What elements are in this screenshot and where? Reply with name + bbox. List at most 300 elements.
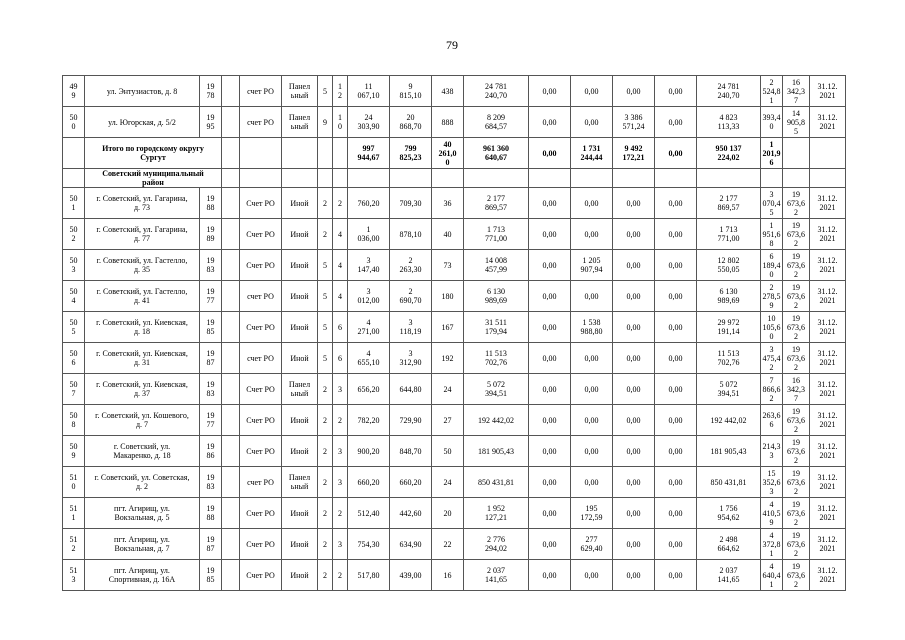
- cost-local-cell: 0,00: [613, 312, 655, 343]
- cost-local-cell: 0,00: [613, 250, 655, 281]
- planned-date-cell: 31.12. 2021: [810, 529, 846, 560]
- floors-cell: 2: [318, 498, 333, 529]
- max-cost-cell: 19 673,6 2: [783, 343, 810, 374]
- max-cost-cell: 19 673,6 2: [783, 436, 810, 467]
- planned-date-cell: 31.12. 2021: [810, 343, 846, 374]
- residents-cell: 27: [432, 405, 464, 436]
- cost-total-cell: 24 781 240,70: [464, 76, 529, 107]
- empty-cell-cell: [222, 312, 240, 343]
- table-row: [63, 467, 846, 498]
- max-cost-cell: 19 673,6 2: [783, 560, 810, 591]
- planned-date-cell: 31.12. 2021: [810, 250, 846, 281]
- cost-regional-cell: 277 629,40: [571, 529, 613, 560]
- area-total-cell: 512,40: [348, 498, 390, 529]
- specific-cost-cell: 214,3 3: [761, 436, 783, 467]
- cost-federal-cell: 0,00: [529, 281, 571, 312]
- fund-method-cell: Счет РО: [240, 219, 282, 250]
- area-total-cell: 4 655,10: [348, 343, 390, 374]
- cost-owners-cell: 0,00: [655, 188, 697, 219]
- cost-fund-cell: 2 177 869,57: [697, 188, 761, 219]
- row-number-cell: 50 6: [63, 343, 85, 374]
- build-year-cell: 19 77: [200, 405, 222, 436]
- residents-cell: 36: [432, 188, 464, 219]
- table-row: [63, 343, 846, 374]
- section-empty-cell: [464, 169, 529, 188]
- table-row: [63, 76, 846, 107]
- cost-total-cell: 31 511 179,94: [464, 312, 529, 343]
- build-year-cell: 19 86: [200, 436, 222, 467]
- entrances-cell: 4: [333, 219, 348, 250]
- cost-regional-cell: 0,00: [571, 107, 613, 138]
- build-year-cell: 19 77: [200, 281, 222, 312]
- planned-date-cell: 31.12. 2021: [810, 188, 846, 219]
- specific-cost-cell: 4 640,4 1: [762, 561, 781, 589]
- build-year-cell: 19 87: [200, 343, 222, 374]
- cost-fund-cell: 1 756 954,62: [697, 498, 761, 529]
- entrances-cell: 4: [333, 250, 348, 281]
- cost-local-cell: 3 386 571,24: [613, 107, 655, 138]
- area-total-cell: 900,20: [348, 436, 390, 467]
- cost-federal-cell: 0,00: [529, 467, 571, 498]
- planned-date-cell: 31.12. 2021: [810, 107, 846, 138]
- total-area-total: 997 944,67: [348, 138, 390, 169]
- entrances-cell: 6: [333, 343, 348, 374]
- section-row: [63, 169, 846, 188]
- empty-cell-cell: [222, 343, 240, 374]
- wall-material-cell: Иной: [282, 343, 318, 374]
- cost-federal-cell: 0,00: [529, 219, 571, 250]
- cost-local-cell: 0,00: [613, 467, 655, 498]
- cost-fund-cell: 11 513 702,76: [697, 343, 761, 374]
- fund-method-cell: Счет РО: [240, 436, 282, 467]
- table-row: [63, 560, 846, 591]
- cost-fund-cell: 4 823 113,33: [697, 107, 761, 138]
- cost-federal-cell: 0,00: [529, 560, 571, 591]
- total-residents: 40 261,0 0: [432, 138, 464, 169]
- cost-local-cell: 0,00: [613, 436, 655, 467]
- section-empty-cell: [613, 169, 655, 188]
- fund-method-cell: Счет РО: [240, 560, 282, 591]
- max-cost-cell: 19 673,6 2: [783, 498, 810, 529]
- total-cost: 961 360 640,67: [464, 138, 529, 169]
- total-section: [63, 138, 846, 188]
- area-living-cell: 3 312,90: [390, 343, 432, 374]
- cost-fund-cell: 181 905,43: [697, 436, 761, 467]
- cost-local-cell: 0,00: [613, 560, 655, 591]
- address-cell: г. Советский, ул. Киевская, д. 37: [85, 374, 200, 405]
- empty-cell-cell: [222, 560, 240, 591]
- section-empty-cell: [333, 169, 348, 188]
- fund-method-cell: Счет РО: [240, 188, 282, 219]
- cost-federal-cell: 0,00: [529, 312, 571, 343]
- area-living-cell: 848,70: [390, 436, 432, 467]
- wall-material-cell: Иной: [282, 529, 318, 560]
- table-row: [63, 250, 846, 281]
- planned-date-cell: 31.12. 2021: [810, 374, 846, 405]
- table-row: [63, 219, 846, 250]
- cost-owners-cell: 0,00: [655, 374, 697, 405]
- cost-fund-cell: 850 431,81: [697, 467, 761, 498]
- floors-cell: 2: [318, 405, 333, 436]
- total-cost-fund: 950 137 224,02: [697, 138, 761, 169]
- residents-cell: 40: [432, 219, 464, 250]
- cost-regional-cell: 0,00: [571, 219, 613, 250]
- empty-cell-cell: [222, 219, 240, 250]
- area-total-cell: 3 147,40: [348, 250, 390, 281]
- cost-fund-cell: 192 442,02: [697, 405, 761, 436]
- wall-material-cell: Иной: [282, 436, 318, 467]
- area-total-cell: 656,20: [348, 374, 390, 405]
- table-row: [63, 498, 846, 529]
- area-living-cell: 660,20: [390, 467, 432, 498]
- cost-owners-cell: 0,00: [655, 312, 697, 343]
- address-cell: пгт. Агирищ, ул. Вокзальная, д. 7: [85, 529, 200, 560]
- cost-regional-cell: 0,00: [571, 188, 613, 219]
- build-year-cell: 19 95: [200, 107, 222, 138]
- cost-owners-cell: 0,00: [655, 467, 697, 498]
- area-total-cell: 782,20: [348, 405, 390, 436]
- specific-cost-cell: 10 105,6 0: [762, 313, 781, 341]
- area-total-cell: 517,80: [348, 560, 390, 591]
- cost-regional-cell: 0,00: [571, 405, 613, 436]
- cost-total-cell: 1 952 127,21: [464, 498, 529, 529]
- section-empty-cell: [282, 169, 318, 188]
- cost-fund-cell: 1 713 771,00: [697, 219, 761, 250]
- wall-material-cell: Иной: [282, 281, 318, 312]
- build-year-cell: 19 83: [200, 467, 222, 498]
- fund-method-cell: Счет РО: [240, 498, 282, 529]
- wall-material-cell: Панел ьный: [282, 107, 318, 138]
- address-cell: г. Советский, ул. Гастелло, д. 41: [85, 281, 200, 312]
- entrances-cell: 2: [333, 498, 348, 529]
- row-number-cell: 50 9: [63, 436, 85, 467]
- area-total-cell: 660,20: [348, 467, 390, 498]
- cost-regional-cell: 0,00: [571, 76, 613, 107]
- cost-fund-cell: 2 498 664,62: [697, 529, 761, 560]
- wall-material-cell: Панел ьный: [282, 76, 318, 107]
- area-total-cell: 24 303,90: [348, 107, 390, 138]
- entrances-cell: 3: [333, 374, 348, 405]
- specific-cost-cell: 3 070,4 5: [762, 189, 781, 217]
- row-number-cell: 51 0: [63, 467, 85, 498]
- cost-owners-cell: 0,00: [655, 281, 697, 312]
- total-cost-owners: 0,00: [655, 138, 697, 169]
- wall-material-cell: Иной: [282, 312, 318, 343]
- empty-cell-cell: [222, 76, 240, 107]
- residents-cell: 20: [432, 498, 464, 529]
- specific-cost-cell: 7 866,6 2: [762, 375, 781, 403]
- section-empty-cell: [318, 169, 333, 188]
- fund-method-cell: Счет РО: [240, 405, 282, 436]
- row-number-cell: 51 2: [63, 529, 85, 560]
- table-row: [63, 374, 846, 405]
- total-empty-cell: [333, 138, 348, 169]
- total-cost-local: 9 492 172,21: [613, 138, 655, 169]
- cost-regional-cell: 0,00: [571, 281, 613, 312]
- planned-date-cell: 31.12. 2021: [810, 405, 846, 436]
- cost-total-cell: 8 209 684,57: [464, 107, 529, 138]
- area-living-cell: 2 690,70: [390, 281, 432, 312]
- area-total-cell: 1 036,00: [348, 219, 390, 250]
- residents-cell: 167: [432, 312, 464, 343]
- cost-regional-cell: 0,00: [571, 467, 613, 498]
- address-cell: г. Советский, ул. Киевская, д. 18: [85, 312, 200, 343]
- cost-owners-cell: 0,00: [655, 343, 697, 374]
- residents-cell: 438: [432, 76, 464, 107]
- build-year-cell: 19 88: [200, 188, 222, 219]
- cost-total-cell: 6 130 989,69: [464, 281, 529, 312]
- section-empty-cell: [222, 169, 240, 188]
- row-number-cell: 50 4: [63, 281, 85, 312]
- area-living-cell: 634,90: [390, 529, 432, 560]
- section-empty-cell: [697, 169, 761, 188]
- residents-cell: 24: [432, 374, 464, 405]
- total-empty-cell: [222, 138, 240, 169]
- residents-cell: 888: [432, 107, 464, 138]
- top-rows: [63, 76, 846, 138]
- planned-date-cell: 31.12. 2021: [810, 436, 846, 467]
- address-cell: г. Советский, ул. Гагарина, д. 77: [85, 219, 200, 250]
- row-number-cell: 51 1: [63, 498, 85, 529]
- floors-cell: 5: [318, 76, 333, 107]
- total-label: Итого по городскому округу Сургут: [85, 138, 222, 169]
- section-empty-cell: [529, 169, 571, 188]
- wall-material-cell: Панел ьный: [282, 374, 318, 405]
- wall-material-cell: Иной: [282, 188, 318, 219]
- specific-cost-cell: 4 372,8 1: [762, 530, 781, 558]
- entrances-cell: 1 2: [333, 76, 348, 107]
- empty-cell-cell: [222, 436, 240, 467]
- residents-cell: 22: [432, 529, 464, 560]
- total-empty-cell: [282, 138, 318, 169]
- wall-material-cell: Иной: [282, 498, 318, 529]
- cost-total-cell: 2 037 141,65: [464, 560, 529, 591]
- cost-owners-cell: 0,00: [655, 498, 697, 529]
- section-empty-cell: [655, 169, 697, 188]
- cost-owners-cell: 0,00: [655, 560, 697, 591]
- fund-method-cell: Счет РО: [240, 374, 282, 405]
- cost-federal-cell: 0,00: [529, 529, 571, 560]
- fund-method-cell: Счет РО: [240, 312, 282, 343]
- row-number-cell: 50 0: [63, 107, 85, 138]
- area-total-cell: 4 271,00: [348, 312, 390, 343]
- empty-cell-cell: [222, 250, 240, 281]
- address-cell: г. Советский, ул. Кошевого, д. 7: [85, 405, 200, 436]
- entrances-cell: 2: [333, 560, 348, 591]
- total-empty-cell: [240, 138, 282, 169]
- residents-cell: 24: [432, 467, 464, 498]
- empty-cell-cell: [222, 467, 240, 498]
- wall-material-cell: Иной: [282, 405, 318, 436]
- table-row: [63, 405, 846, 436]
- specific-cost-cell: 15 352,6 3: [762, 468, 781, 496]
- area-living-cell: 878,10: [390, 219, 432, 250]
- cost-regional-cell: 195 172,59: [571, 498, 613, 529]
- section-empty-cell: [240, 169, 282, 188]
- cost-total-cell: 11 513 702,76: [464, 343, 529, 374]
- area-total-cell: 760,20: [348, 188, 390, 219]
- cost-fund-cell: 12 802 550,05: [697, 250, 761, 281]
- max-cost-cell: 19 673,6 2: [783, 529, 810, 560]
- empty-cell-cell: [222, 498, 240, 529]
- address-cell: пгт. Агирищ, ул. Спортивная, д. 16А: [85, 560, 200, 591]
- cost-local-cell: 0,00: [613, 281, 655, 312]
- area-living-cell: 20 868,70: [390, 107, 432, 138]
- specific-cost-cell: 3 475,4 2: [762, 344, 781, 372]
- total-rate: 1 201,9 6: [762, 139, 781, 167]
- max-cost-cell: 19 673,6 2: [783, 250, 810, 281]
- cost-federal-cell: 0,00: [529, 405, 571, 436]
- section-empty-cell: [63, 169, 85, 188]
- cost-total-cell: 192 442,02: [464, 405, 529, 436]
- empty-cell-cell: [222, 281, 240, 312]
- address-cell: г. Советский, ул. Гастелло, д. 35: [85, 250, 200, 281]
- floors-cell: 5: [318, 312, 333, 343]
- area-living-cell: 709,30: [390, 188, 432, 219]
- address-cell: г. Советский, ул. Макаренко, д. 18: [85, 436, 200, 467]
- cost-owners-cell: 0,00: [655, 529, 697, 560]
- address-cell: пгт. Агирищ, ул. Вокзальная, д. 5: [85, 498, 200, 529]
- area-living-cell: 442,60: [390, 498, 432, 529]
- empty-cell-cell: [222, 374, 240, 405]
- cost-fund-cell: 2 037 141,65: [697, 560, 761, 591]
- cost-fund-cell: 24 781 240,70: [697, 76, 761, 107]
- cost-regional-cell: 0,00: [571, 560, 613, 591]
- section-empty-cell: [432, 169, 464, 188]
- specific-cost-cell: 393,4 0: [761, 107, 783, 138]
- area-living-cell: 439,00: [390, 560, 432, 591]
- wall-material-cell: Иной: [282, 219, 318, 250]
- cost-total-cell: 850 431,81: [464, 467, 529, 498]
- cost-regional-cell: 0,00: [571, 436, 613, 467]
- floors-cell: 2: [318, 374, 333, 405]
- total-empty-cell: [783, 138, 810, 169]
- floors-cell: 2: [318, 188, 333, 219]
- max-cost-cell: 19 673,6 2: [783, 281, 810, 312]
- table-row: [63, 312, 846, 343]
- fund-method-cell: Счет РО: [240, 529, 282, 560]
- specific-cost-cell: 6 189,4 0: [762, 251, 781, 279]
- cost-regional-cell: 1 205 907,94: [571, 250, 613, 281]
- max-cost-cell: 16 342,3 7: [783, 374, 810, 405]
- cost-regional-cell: 0,00: [571, 374, 613, 405]
- table-row: [63, 529, 846, 560]
- residents-cell: 50: [432, 436, 464, 467]
- section-empty-cell: [348, 169, 390, 188]
- cost-owners-cell: 0,00: [655, 76, 697, 107]
- total-row: [63, 138, 846, 169]
- address-cell: ул. Югорская, д. 5/2: [85, 107, 200, 138]
- area-living-cell: 644,80: [390, 374, 432, 405]
- cost-owners-cell: 0,00: [655, 250, 697, 281]
- max-cost-cell: 19 673,6 2: [783, 312, 810, 343]
- build-year-cell: 19 78: [200, 76, 222, 107]
- cost-federal-cell: 0,00: [529, 188, 571, 219]
- cost-total-cell: 5 072 394,51: [464, 374, 529, 405]
- housing-registry-table: [62, 75, 846, 591]
- residents-cell: 16: [432, 560, 464, 591]
- cost-fund-cell: 6 130 989,69: [697, 281, 761, 312]
- cost-local-cell: 0,00: [613, 374, 655, 405]
- row-number-cell: 50 5: [63, 312, 85, 343]
- cost-local-cell: 0,00: [613, 405, 655, 436]
- total-area-living: 799 825,23: [390, 138, 432, 169]
- address-cell: г. Советский, ул. Киевская, д. 31: [85, 343, 200, 374]
- build-year-cell: 19 88: [200, 498, 222, 529]
- section-empty-cell: [390, 169, 432, 188]
- floors-cell: 2: [318, 467, 333, 498]
- fund-method-cell: счет РО: [240, 76, 282, 107]
- planned-date-cell: 31.12. 2021: [810, 312, 846, 343]
- total-cost-federal: 0,00: [529, 138, 571, 169]
- wall-material-cell: Панел ьный: [282, 467, 318, 498]
- entrances-cell: 4: [333, 281, 348, 312]
- district-rows: [63, 188, 846, 591]
- address-cell: г. Советский, ул. Советская, д. 2: [85, 467, 200, 498]
- cost-federal-cell: 0,00: [529, 250, 571, 281]
- fund-method-cell: счет РО: [240, 343, 282, 374]
- section-empty-cell: [810, 169, 846, 188]
- entrances-cell: 2: [333, 188, 348, 219]
- row-number-cell: 50 3: [63, 250, 85, 281]
- specific-cost-cell: 4 410,5 9: [762, 499, 781, 527]
- build-year-cell: 19 85: [200, 560, 222, 591]
- max-cost-cell: 16 342,3 7: [783, 76, 810, 107]
- total-empty-cell: [318, 138, 333, 169]
- floors-cell: 9: [318, 107, 333, 138]
- cost-owners-cell: 0,00: [655, 405, 697, 436]
- total-cost-regional: 1 731 244,44: [571, 138, 613, 169]
- cost-total-cell: 2 776 294,02: [464, 529, 529, 560]
- cost-owners-cell: 0,00: [655, 107, 697, 138]
- cost-regional-cell: 0,00: [571, 343, 613, 374]
- floors-cell: 5: [318, 281, 333, 312]
- row-number-cell: 50 1: [63, 188, 85, 219]
- total-empty-cell: [810, 138, 846, 169]
- section-title: Советский муниципальный район: [85, 169, 222, 188]
- table-row: [63, 281, 846, 312]
- cost-total-cell: 1 713 771,00: [464, 219, 529, 250]
- cost-local-cell: 0,00: [613, 343, 655, 374]
- cost-total-cell: 2 177 869,57: [464, 188, 529, 219]
- cost-federal-cell: 0,00: [529, 107, 571, 138]
- row-number-cell: 49 9: [63, 76, 85, 107]
- planned-date-cell: 31.12. 2021: [810, 76, 846, 107]
- floors-cell: 5: [318, 343, 333, 374]
- floors-cell: 2: [318, 219, 333, 250]
- entrances-cell: 6: [333, 312, 348, 343]
- entrances-cell: 3: [333, 529, 348, 560]
- cost-federal-cell: 0,00: [529, 498, 571, 529]
- section-empty-cell: [571, 169, 613, 188]
- address-cell: ул. Энтузиастов, д. 8: [85, 76, 200, 107]
- entrances-cell: 3: [333, 436, 348, 467]
- planned-date-cell: 31.12. 2021: [810, 281, 846, 312]
- planned-date-cell: 31.12. 2021: [810, 498, 846, 529]
- entrances-cell: 3: [333, 467, 348, 498]
- area-total-cell: 11 067,10: [348, 76, 390, 107]
- cost-federal-cell: 0,00: [529, 374, 571, 405]
- entrances-cell: 2: [333, 405, 348, 436]
- cost-owners-cell: 0,00: [655, 219, 697, 250]
- table-row: [63, 436, 846, 467]
- area-living-cell: 3 118,19: [390, 312, 432, 343]
- build-year-cell: 19 85: [200, 312, 222, 343]
- area-total-cell: 754,30: [348, 529, 390, 560]
- cost-local-cell: 0,00: [613, 219, 655, 250]
- area-total-cell: 3 012,00: [348, 281, 390, 312]
- floors-cell: 2: [318, 560, 333, 591]
